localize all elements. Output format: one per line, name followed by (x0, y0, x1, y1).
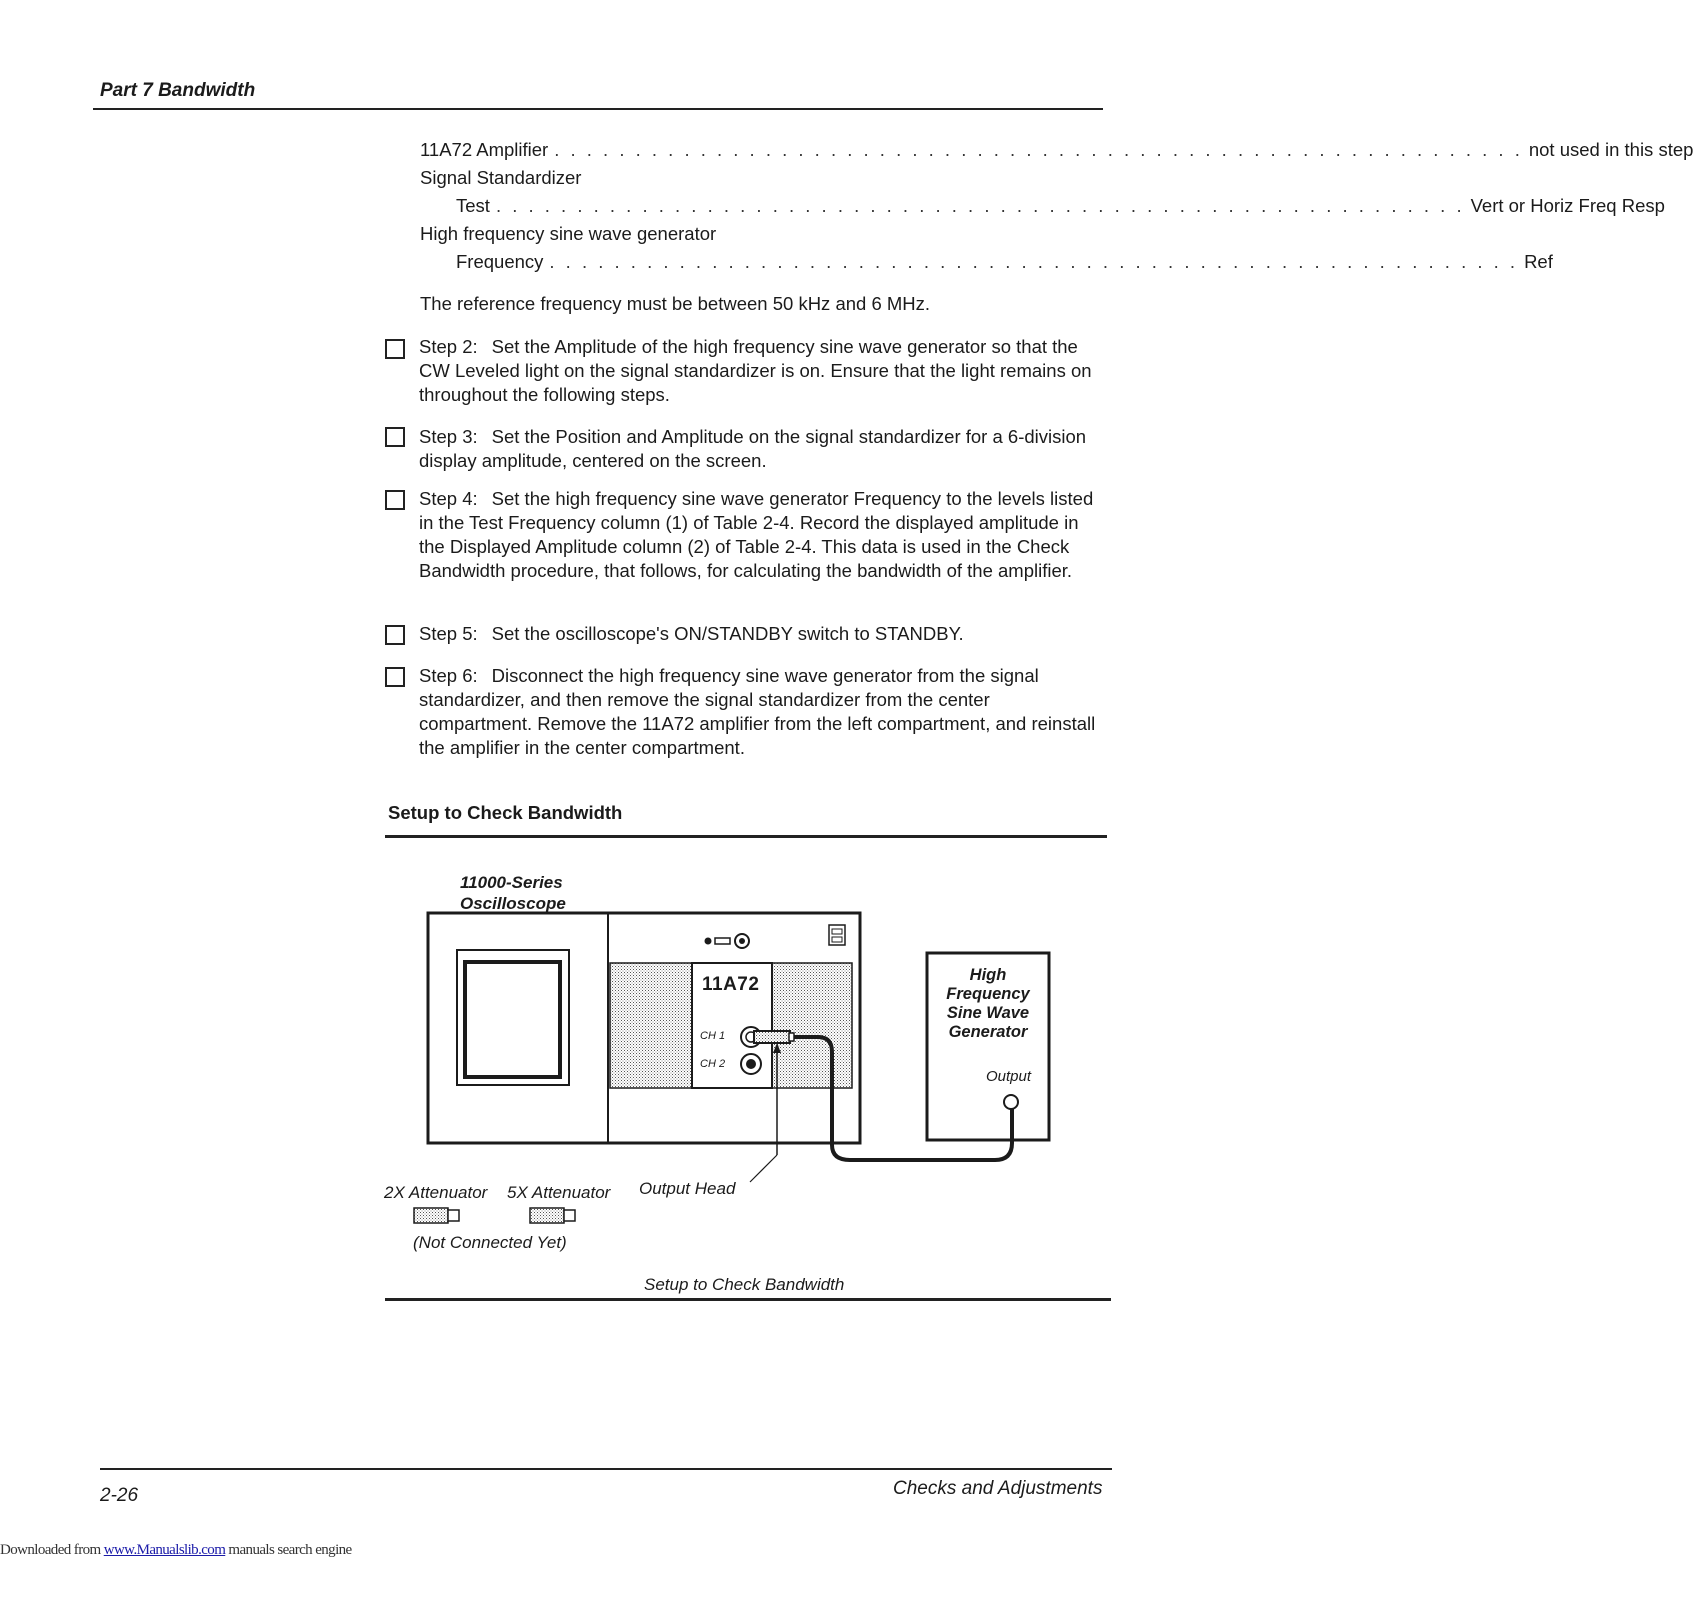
step-number: Step 3: (419, 426, 478, 447)
download-suffix: manuals search engine (225, 1542, 352, 1558)
ch1-label: CH 1 (700, 1030, 726, 1042)
figure-rule (385, 1298, 1111, 1301)
generator-label-line4: Generator (948, 1023, 1028, 1041)
ch2-label: CH 2 (700, 1058, 726, 1070)
oscilloscope-screen (465, 962, 560, 1077)
chapter-title: Checks and Adjustments (893, 1478, 1103, 1499)
step-text: Disconnect the high frequency sine wave generator from the signal standardizer, and then remove the signal standardizer from the center compartment. Remove the 11A72 amplifier from the left compartment, and reinstall the amplifier in the center compartment. (419, 665, 1096, 758)
step-number: Step 5: (419, 623, 478, 644)
attenuator-5x-icon (530, 1208, 575, 1223)
generator-label-line3: Sine Wave (946, 1004, 1030, 1022)
page-header: Part 7 Bandwidth (100, 80, 256, 101)
section-heading: Setup to Check Bandwidth (388, 802, 623, 823)
download-prefix: Downloaded from (0, 1542, 104, 1558)
oscilloscope-title-line1: 11000-Series (460, 873, 563, 892)
setting-amplifier-label: 11A72 Amplifier (420, 139, 549, 160)
setting-amplifier-value: not used in this step (1528, 139, 1693, 160)
step-number: Step 6: (419, 665, 478, 686)
setting-frequency-label: Frequency (456, 251, 544, 272)
generator-label-line2: Frequency (946, 985, 1030, 1003)
setting-test-value: Vert or Horiz Freq Resp (1470, 195, 1665, 216)
step-number: Step 2: (419, 336, 478, 357)
leader-dots: . . . . . . . . . . . . . . . . . . . . . . . . . . . . . . . . . . . . . . . . . . . . . . . . . . . . . . . . . . . . (495, 195, 1465, 216)
right-compartment (772, 963, 852, 1088)
manualslib-link[interactable]: www.Manualslib.com (103, 1542, 226, 1558)
setting-generator-label: High frequency sine wave generator (420, 223, 717, 244)
step-number: Step 4: (419, 488, 478, 509)
attenuator-5x-label: 5X Attenuator (507, 1183, 611, 1202)
setting-frequency-value: Ref (1524, 251, 1553, 272)
attenuator-2x-label: 2X Attenuator (384, 1183, 488, 1202)
step-text: Set the Amplitude of the high frequency sine wave generator so that the CW Leveled light on the signal standardizer is on. Ensure that the light remains on throughout the following steps. (419, 336, 1092, 405)
footer-rule (100, 1468, 1112, 1470)
attenuator-2x-icon (414, 1208, 459, 1223)
step-text: Set the high frequency sine wave generator Frequency to the levels listed in the Test Frequency column (1) of Table 2-4. Record the displayed amplitude in the Displayed Amplitude column (2) of Table 2-4. This data is used in the Check Bandwidth procedure, that follows, for calculating the bandwidth of the amplifier. (419, 488, 1094, 581)
generator-output-label: Output (986, 1068, 1032, 1085)
not-connected-label: (Not Connected Yet) (413, 1233, 567, 1252)
download-footer (0, 1542, 352, 1559)
output-head (754, 1031, 790, 1043)
leader-dots: . . . . . . . . . . . . . . . . . . . . . . . . . . . . . . . . . . . . . . . . . . . . . . . . . . . . . . . . . . . . (549, 251, 1519, 272)
generator-label (932, 966, 1044, 1042)
step-text: Set the oscilloscope's ON/STANDBY switch to STANDBY. (491, 623, 964, 644)
setting-standardizer-label: Signal Standardizer (420, 167, 582, 188)
power-dot-icon (705, 938, 712, 945)
reference-note: The reference frequency must be between 50 kHz and 6 MHz. (420, 293, 931, 314)
leader-dots: . . . . . . . . . . . . . . . . . . . . . . . . . . . . . . . . . . . . . . . . . . . . . . . . . . . . . . . . . . . . (554, 139, 1523, 160)
left-compartment (610, 963, 692, 1088)
figure-caption: Setup to Check Bandwidth (644, 1275, 845, 1294)
oscilloscope-title-line2: Oscilloscope (460, 894, 566, 913)
output-head-label: Output Head (639, 1179, 736, 1198)
power-switch-icon (715, 938, 730, 944)
step-text: Set the Position and Amplitude on the signal standardizer for a 6-division display amplitude, centered on the screen. (419, 426, 1087, 471)
generator-output-connector (1004, 1095, 1018, 1109)
generator-label-line1: High (969, 966, 1007, 984)
setting-test-label: Test (456, 195, 490, 216)
page-number: 2-26 (100, 1485, 139, 1506)
amplifier-label: 11A72 (702, 974, 760, 995)
oscilloscope-screen-bezel (457, 950, 569, 1085)
